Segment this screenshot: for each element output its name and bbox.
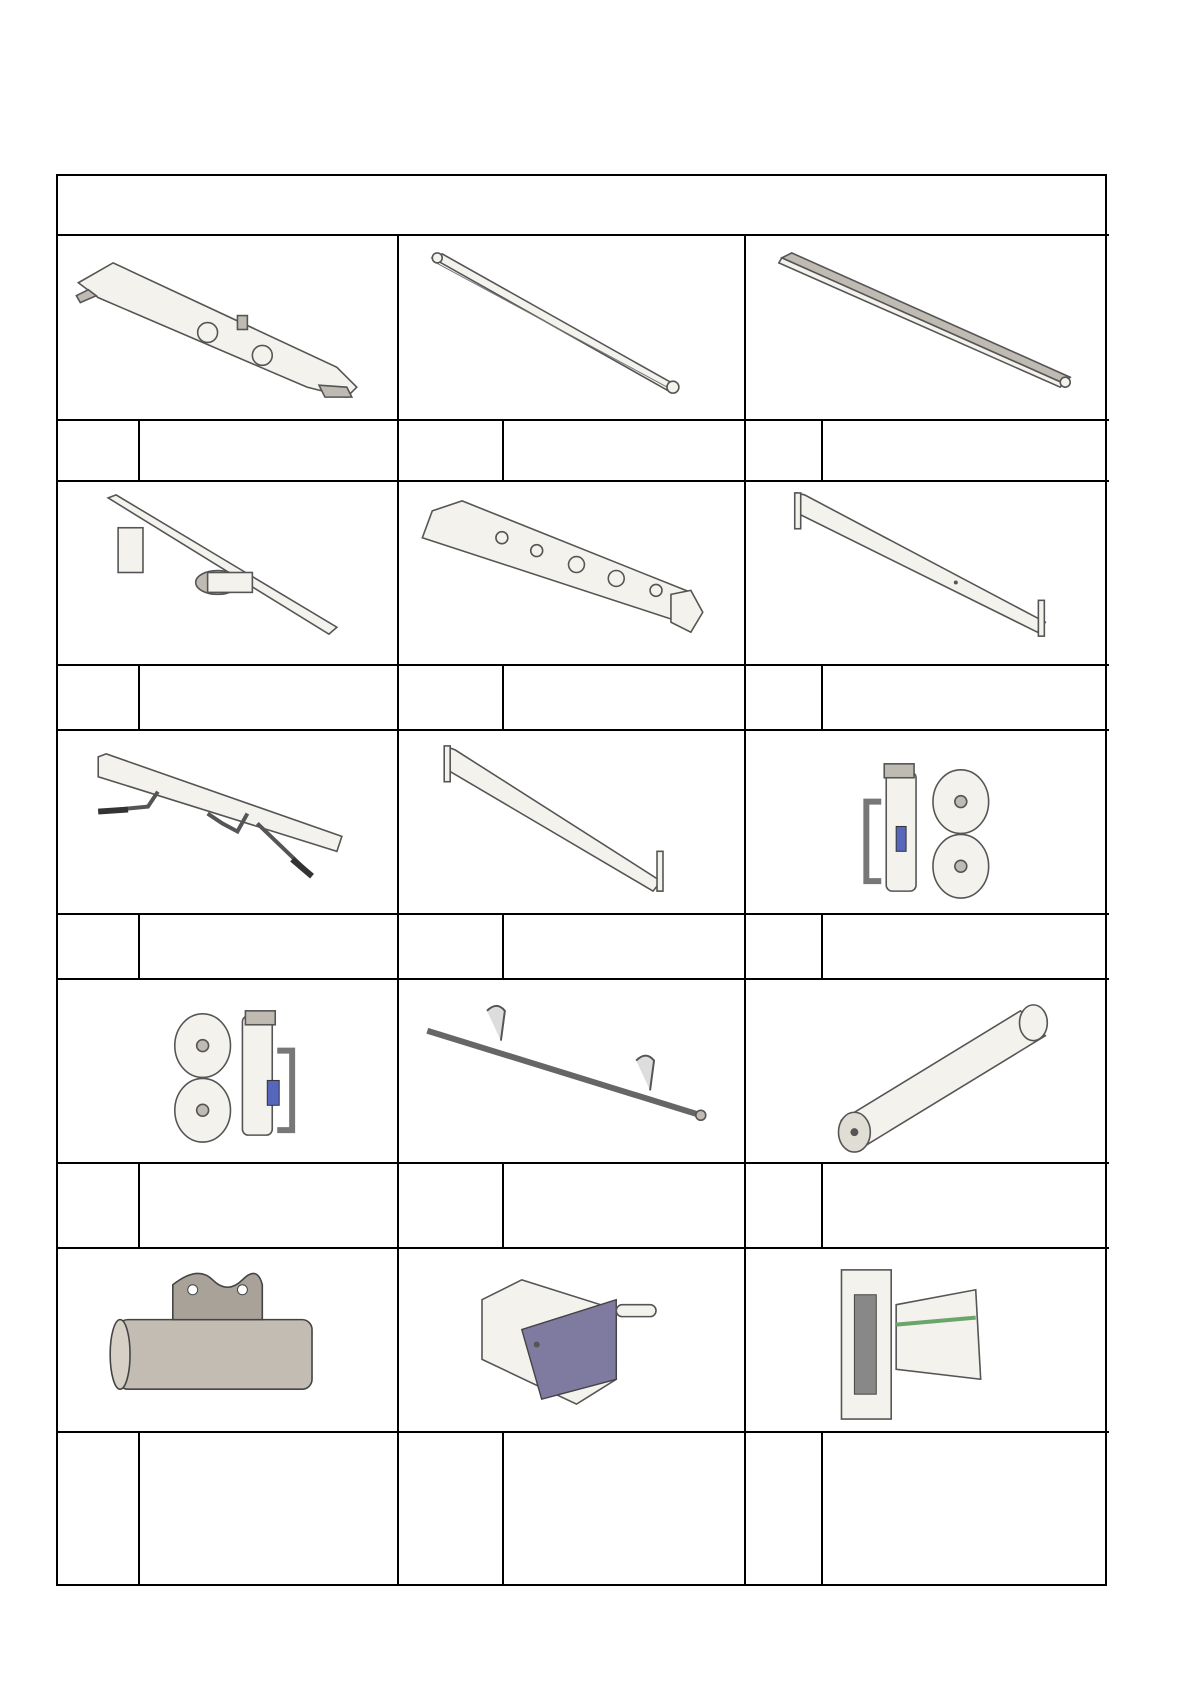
crossbar-with-pulley-bracket-icon [58, 483, 397, 662]
part-image [399, 483, 744, 662]
crossbar-with-end-plates-2-icon [399, 732, 744, 911]
part-name [140, 1433, 397, 1585]
barbell-with-hooks-icon [399, 981, 744, 1160]
long-square-tube-with-pins-icon [746, 238, 1106, 417]
j-hook-bracket-with-pin-icon [399, 1250, 744, 1429]
table-title [58, 176, 1105, 236]
foam-roller-tube-icon [746, 981, 1106, 1160]
row-divider [58, 480, 1109, 482]
part-number [399, 1164, 503, 1247]
part-number [746, 666, 822, 729]
part-number [58, 421, 138, 480]
part-number [746, 1164, 822, 1247]
part-number [746, 421, 822, 480]
part-name [823, 1433, 1106, 1585]
short-tube-with-large-holes-icon [399, 483, 744, 662]
part-name [504, 666, 744, 729]
part-image [746, 1250, 1106, 1429]
long-square-tube-with-holes-icon [399, 238, 744, 417]
part-name [504, 1164, 744, 1247]
safety-arm-bracket-icon [746, 1250, 1106, 1429]
part-number [58, 1433, 138, 1585]
part-number [399, 915, 503, 978]
part-image [746, 483, 1106, 662]
part-name [504, 421, 744, 480]
part-image [399, 732, 744, 911]
part-image [399, 1250, 744, 1429]
frame-base-with-pulleys-icon [58, 238, 397, 417]
part-name [140, 666, 397, 729]
part-number [58, 666, 138, 729]
part-image [746, 981, 1106, 1160]
part-number [399, 666, 503, 729]
part-image [58, 483, 397, 662]
part-name [504, 1433, 744, 1585]
part-name [504, 915, 744, 978]
pull-up-bar-with-handles-icon [58, 732, 397, 911]
part-name [140, 915, 397, 978]
row-divider [58, 1247, 1109, 1249]
part-image [399, 981, 744, 1160]
part-number [58, 1164, 138, 1247]
row-divider [58, 978, 1109, 980]
part-number [746, 915, 822, 978]
part-name [140, 421, 397, 480]
parts-list-table [56, 174, 1107, 1586]
part-name [823, 915, 1106, 978]
part-image [58, 238, 397, 417]
crossbar-with-end-plates-icon [746, 483, 1106, 662]
pulley-carriage-right-icon [746, 732, 1106, 911]
tube-with-saddle-plate-icon [58, 1250, 397, 1429]
part-name [140, 1164, 397, 1247]
row-divider [58, 234, 1109, 236]
part-image [58, 1250, 397, 1429]
part-name [823, 666, 1106, 729]
part-image [399, 238, 744, 417]
part-number [746, 1433, 822, 1585]
part-image [58, 981, 397, 1160]
pulley-carriage-left-icon [58, 981, 397, 1160]
part-image [746, 732, 1106, 911]
part-name [823, 1164, 1106, 1247]
part-number [399, 421, 503, 480]
part-image [58, 732, 397, 911]
part-number [399, 1433, 503, 1585]
part-number [58, 915, 138, 978]
row-divider [58, 729, 1109, 731]
part-image [746, 238, 1106, 417]
part-name [823, 421, 1106, 480]
